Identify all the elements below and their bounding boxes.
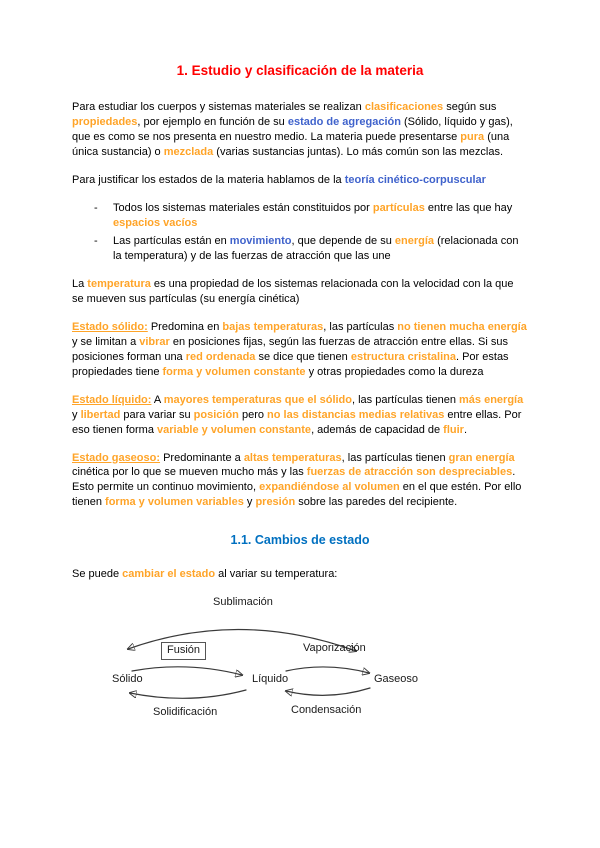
diagram-label-vaporizacion: Vaporización [303,642,366,655]
diagram-label-sublimacion: Sublimación [213,596,273,609]
diagram-label-solido: Sólido [112,673,143,686]
bullet-list [72,201,528,264]
diagram-label-solidificacion: Solidificación [153,706,218,719]
paragraph-temperatura: La temperatura es una propiedad de los sistemas relacionada con la velocidad con la que se mueven sus partículas (su energía cinética) [72,277,514,305]
condensation-arrow [286,688,370,695]
paragraph-teoria-cinetica: Para justificar los estados de la materia hablamos de la teoría cinético-corpuscular [72,174,486,187]
diagram-label-condensacion: Condensación [291,704,362,717]
bullet-item-movimiento: - Las partículas están en movimiento, que depende de su energía (relacionada con la temperatura) y de las fuerzas de atracción que las une [113,234,528,264]
vaporization-arrow [286,667,369,673]
paragraph-cambiar-estado: Se puede cambiar el estado al variar su temperatura: [72,568,338,581]
paragraph-estado-solido: Estado sólido: Predomina en bajas temperaturas, las partículas no tienen mucha energía y se limitan a vibrar en posiciones fijas, según las fuerzas de atracción entre ellas. Si sus posiciones forman una red ordenada se dice que tienen estructura cristalina. Por estas propiedades tiene forma y volumen constante y otras propiedades como la dureza [72,320,527,378]
state-changes-diagram [72,595,528,735]
diagram-label-gaseoso: Gaseoso [374,673,419,686]
page-title: 1. Estudio y clasificación de la materia [176,63,424,78]
paragraph-estado-liquido: Estado líquido: A mayores temperaturas que el sólido, las partículas tienen más energía y libertad para variar su posición pero no las distancias medias relativas entre ellas. Por eso tienen forma variable y volumen constante, además de capacidad de fluir. [72,393,524,436]
diagram-label-liquido: Líquido [252,673,289,686]
diagram-label-fusion: Fusión [161,642,206,660]
paragraph-intro: Para estudiar los cuerpos y sistemas materiales se realizan clasificaciones según sus propiedades, por ejemplo en función de su estado de agregación (Sólido, líquido y gas), que es como se nos presenta en nuestro medio. La materia puede presentarse pura (una única sustancia) o mezclada (varias sustancias juntas). Lo más común son las mezclas. [72,101,513,159]
bullet-item-particulas: - Todos los sistemas materiales están constituidos por partículas entre las que hay espacios vacíos [113,201,528,231]
paragraph-estado-gaseoso: Estado gaseoso: Predominante a altas temperaturas, las partículas tienen gran energía cinética por lo que se mueven mucho más y las fuerzas de atracción son despreciables. Esto permite un continuo movimiento, expandiéndose al volumen en el que estén. Por ello tienen forma y volumen variables y presión sobre las paredes del recipiente. [72,451,522,509]
solidification-arrow [130,690,246,698]
section-heading: 1.1. Cambios de estado [230,533,370,548]
fusion-arrow [132,667,242,675]
